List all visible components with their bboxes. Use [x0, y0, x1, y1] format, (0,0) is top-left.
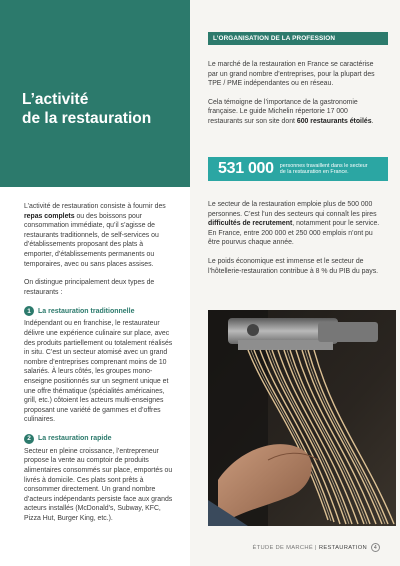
section-header: L’ORGANISATION DE LA PROFESSION	[208, 32, 388, 45]
footer-section: RESTAURATION	[318, 544, 367, 551]
profession-text: Le marché de la restauration en France se caractérise par un grand nombre d’entreprises, pour la plupart des TPE / PME indépendantes ou en réseau. Cela témoigne de l’importance de la gastronomie française. Le guide Michelin répertorie 17 000 restaurants sur son site dont 600 restaurants étoilés.	[208, 61, 375, 125]
subsection-traditional-text: Indépendant ou en franchise, le restaurateur délivre une expérience culinaire sur place, avec des produits partiellement ou totalement réalisés in situ. C’est un secteur atomisé avec un grand nombre d’entreprises comprenant moins de 10 salariés. À leurs côtés, les groupes mono-enseigne positionnés sur un segment unique et une offre thématique (spécialités américaines, grill, etc.) côtoient les acteurs multi-enseignes proposant une variété de gammes et d’offres culinaires.	[24, 320, 173, 424]
number-badge-1: 1	[24, 306, 34, 316]
footer-separator: |	[315, 544, 317, 551]
page-footer	[252, 543, 380, 552]
subsection-title: La restauration traditionnelle	[38, 307, 135, 315]
subsection-title: La restauration rapide	[38, 435, 112, 443]
right-column	[190, 0, 400, 566]
stat-value: 531 000	[218, 160, 274, 177]
subsection-traditional-header	[24, 306, 174, 316]
hero-banner	[0, 0, 190, 187]
photo-illustration	[208, 310, 396, 526]
number-badge-2: 2	[24, 434, 34, 444]
subsection-fast-header	[24, 434, 174, 444]
stat-label: personnes travaillent dans le secteur de la restauration en France.	[279, 162, 368, 175]
stat-callout	[208, 157, 388, 181]
page-title: L’activité de la restauration	[22, 91, 152, 127]
left-column	[0, 0, 190, 566]
page-number: 4	[371, 543, 380, 552]
footer-label: ÉTUDE DE MARCHÉ	[252, 544, 314, 551]
left-body-text	[24, 202, 174, 533]
employment-text: Le secteur de la restauration emploie plus de 500 000 personnes. C’est l’un des secteurs qui connaît les pires difficultés de recrutement, notamment pour le service. En France, entre 200 000 et 250 000 emplois n’ont pu être pourvus chaque année. Le poids économique est immense et le secteur de l’hôtellerie-restauration contribue à 8 % du PIB du pays.	[208, 201, 380, 275]
subsection-fast-text: Secteur en pleine croissance, l’entrepreneur propose la vente au comptoir de produits alimentaires consommés sur place, emportés ou livrés à domicile. Ces plats sont prêts à consommer directement. Un grand nombre d’acteurs indépendants persiste face aux grands acteurs installés (McDonald’s, Subway, KFC, Pizza Hut, Burger King, etc.).	[24, 447, 173, 523]
pasta-machine-photo	[208, 310, 396, 526]
intro-paragraph: L’activité de restauration consiste à fournir des repas complets ou des boissons pour consommation immédiate, qu’il s’agisse de restaurants traditionnels, de self-services ou d’établissements proposant des plats à emporter, d’établissements permanents ou temporaires, avec ou sans places assises.	[24, 203, 166, 268]
types-intro: On distingue principalement deux types de restaurants :	[24, 279, 155, 296]
